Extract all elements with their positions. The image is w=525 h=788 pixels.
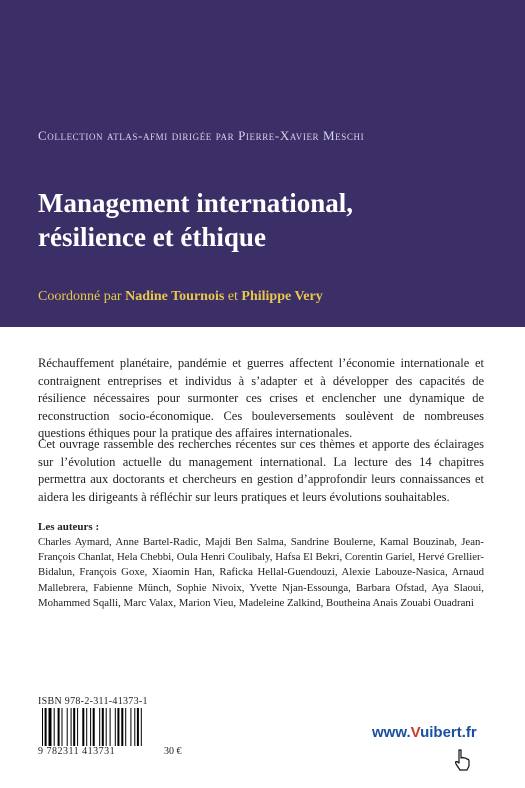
- barcode-bar: [102, 708, 104, 746]
- barcode-bar: [62, 708, 63, 746]
- logo-v: V: [410, 724, 421, 741]
- barcode-bar: [117, 708, 119, 746]
- barcode-bar: [45, 708, 47, 746]
- isbn-label: ISBN 978-2-311-41373-1: [38, 696, 148, 707]
- barcode-image: [40, 708, 182, 746]
- logo-www: www.: [372, 724, 411, 741]
- barcode-bar: [106, 708, 107, 746]
- barcode-bar: [99, 708, 100, 746]
- coord-prefix: Coordonné par: [38, 289, 122, 304]
- barcode-bar: [125, 708, 126, 746]
- authors-list: Charles Aymard, Anne Bartel-Radic, Majdi Ben Salma, Sandrine Boulerne, Kamal Bouzinab, Jean-François Chanlat, Hela Chebbi, Oula Henri Coulibaly, Hafsa El Bekri, Corentin Gariel, Hervé Grellier-Bidalun, François Goxe, Xiaomin Han, Raficka Hellal-Guendouzi, Alexie Labouze-Nasica, Arnaud Mallebrera, Fabienne Münch, Sophie Nivoix, Yvette Njan-Essounga, Barbara Ofstad, Aya Slaoui, Mohammed Sqalli, Marc Valax, Marion Vieu, Madeleine Zalkind, Boutheina Anais Zouabi Ouadrani: [38, 536, 484, 609]
- barcode-digits: 9 782311 413731: [38, 746, 116, 757]
- barcode-bar: [86, 708, 87, 746]
- barcode-bar: [90, 708, 91, 746]
- barcode-bar: [110, 708, 111, 746]
- description-paragraph-2: Cet ouvrage rassemble des recherches récentes sur ces thèmes et apporte des éclairages sur l’évolution actuelle du management international. La lecture des 14 chapitres permettra aux doctorants et chercheurs en gestion d’approfondir leurs connaissances et aidera les dirigeants à réfléchir sur leurs pratiques et leurs évolutions souhaitables.: [38, 437, 484, 504]
- barcode-bar: [134, 708, 135, 746]
- barcode-bar: [130, 708, 131, 746]
- barcode-bar: [82, 708, 84, 746]
- barcode-bar: [93, 708, 95, 746]
- barcode-bar: [121, 708, 123, 746]
- title-line-2: résilience et éthique: [38, 222, 266, 252]
- logo-rest: uibert.fr: [420, 724, 477, 741]
- barcode-bar: [67, 708, 68, 746]
- barcode-bar: [58, 708, 60, 746]
- title-line-1: Management international,: [38, 188, 353, 218]
- barcode-bar: [71, 708, 72, 746]
- price-label: 30 €: [164, 746, 182, 757]
- book-title: [38, 186, 498, 254]
- barcode-bar: [54, 708, 55, 746]
- collection-line: Collection atlas-afmi dirigée par Pierre-Xavier Meschi: [38, 128, 365, 143]
- barcode-bar: [73, 708, 75, 746]
- barcode-bar: [42, 708, 43, 746]
- coordinator-1: Nadine Tournois: [125, 289, 225, 304]
- coordinators-line: [38, 289, 498, 305]
- barcode-bar: [115, 708, 116, 746]
- cover-header-band: [0, 0, 525, 327]
- vuibert-logo[interactable]: [372, 724, 477, 741]
- authors-heading: Les auteurs :: [38, 521, 100, 533]
- barcode-bar: [141, 708, 142, 746]
- coord-and: et: [227, 289, 238, 304]
- barcode-bar: [77, 708, 78, 746]
- description-paragraph-1: Réchauffement planétaire, pandémie et guerres affectent l’économie internationale et contraignent entreprises et individus à s’adapter et à développer des capacités de résilience nécessaires pour surmonter ces crises et enclencher une dynamique de reconstruction socio-économique. Ces bouleversements soulèvent de nombreuses questions éthiques pour la pratique des affaires internationales.: [38, 356, 484, 440]
- barcode-bar: [49, 708, 52, 746]
- hand-pointer-icon: [452, 748, 472, 772]
- coordinator-2: Philippe Very: [241, 289, 323, 304]
- barcode-bar: [137, 708, 139, 746]
